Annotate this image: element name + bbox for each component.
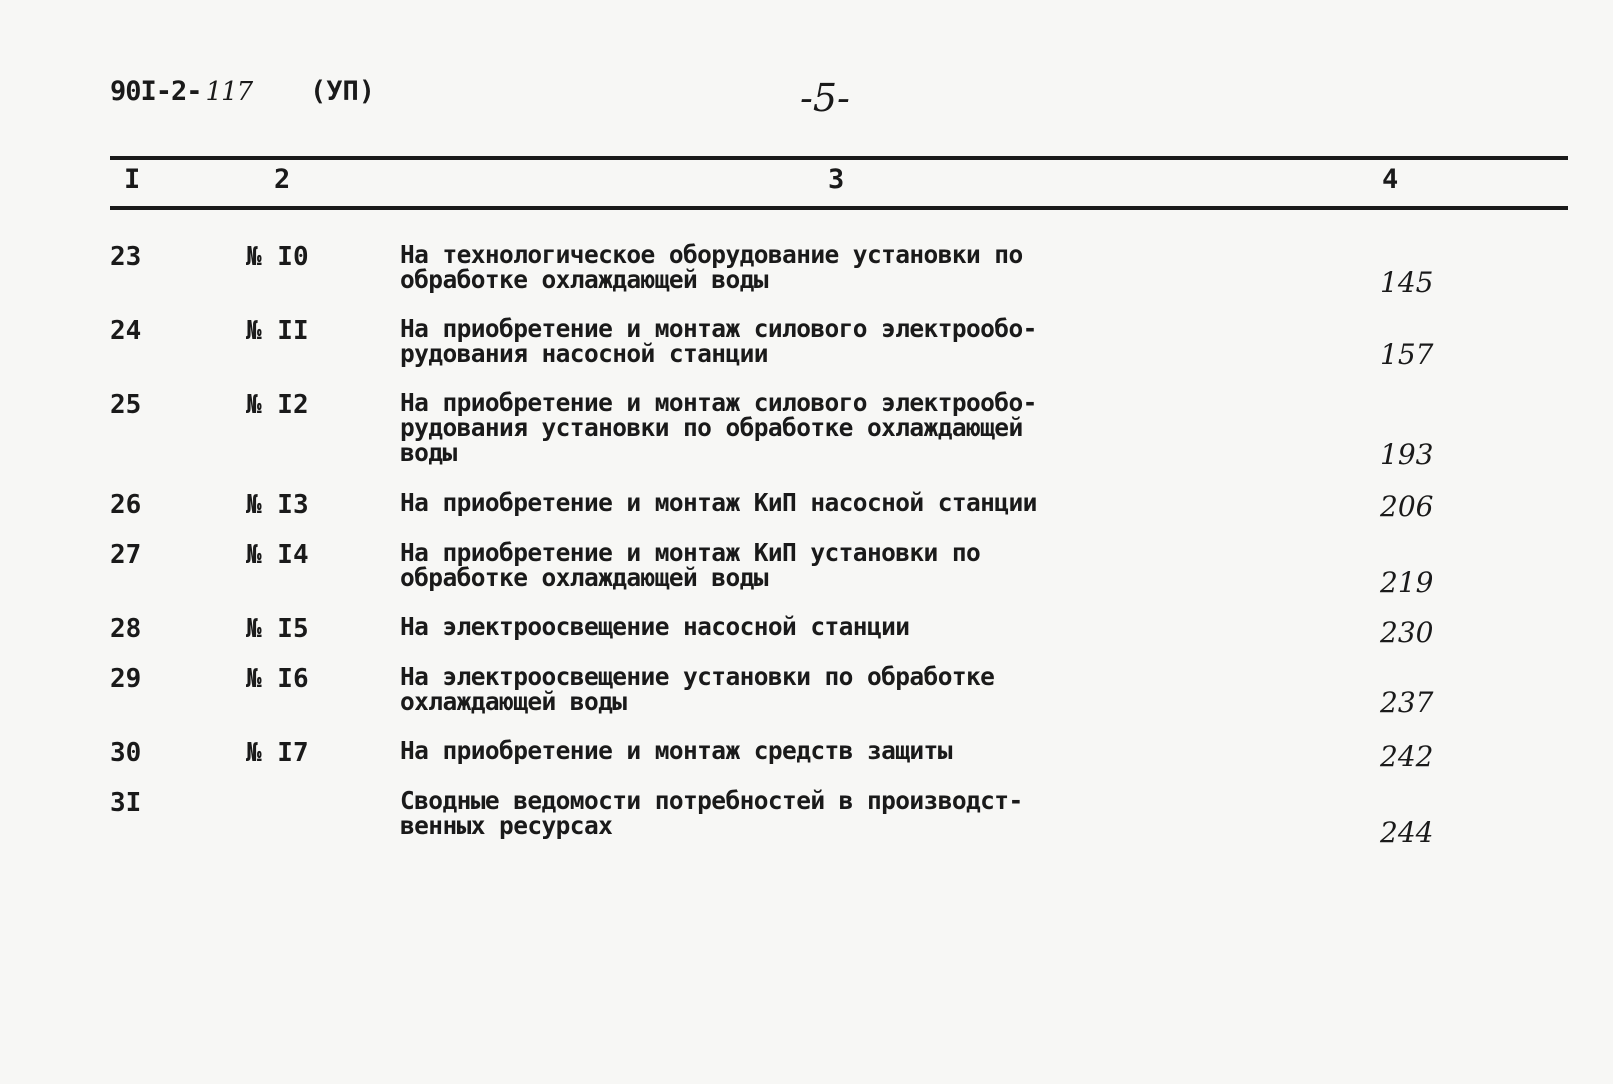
page-reference: 242: [1380, 740, 1434, 773]
table-top-rule: [110, 156, 1568, 160]
row-number: 23: [110, 242, 142, 272]
row-description: На приобретение и монтаж КиП установки по обработке охлаждающей воды: [400, 538, 981, 592]
page-reference: 244: [1380, 816, 1434, 849]
column-header-2: 2: [274, 164, 291, 195]
table-header-rule: [110, 206, 1568, 210]
page-reference: 219: [1380, 566, 1434, 599]
column-header-1: I: [124, 164, 141, 195]
document-suffix: (УП): [310, 76, 376, 107]
estimate-code: № I5: [246, 614, 309, 644]
document-code: [110, 76, 252, 107]
row-description: На электроосвещение установки по обработке охлаждающей воды: [400, 662, 995, 716]
row-number: 28: [110, 614, 142, 644]
page-reference: 145: [1380, 266, 1434, 299]
page-reference: 206: [1380, 490, 1434, 523]
row-number: 29: [110, 664, 142, 694]
document-code-handwritten: 117: [205, 77, 253, 107]
row-description: На приобретение и монтаж силового электрообо- рудования насосной станции: [400, 314, 1037, 368]
row-description: На технологическое оборудование установки по обработке охлаждающей воды: [400, 240, 1023, 294]
estimate-code: № II: [246, 316, 309, 346]
row-number: 26: [110, 490, 142, 520]
estimate-code: № I2: [246, 390, 309, 420]
row-number: 27: [110, 540, 142, 570]
estimate-code: № I6: [246, 664, 309, 694]
row-number: 24: [110, 316, 142, 346]
page-reference: 193: [1380, 438, 1434, 471]
row-description: На приобретение и монтаж КиП насосной станции: [400, 488, 1037, 517]
estimate-code: № I4: [246, 540, 309, 570]
page-reference: 237: [1380, 686, 1434, 719]
row-number: 3I: [110, 788, 142, 818]
row-description: На приобретение и монтаж средств защиты: [400, 736, 952, 765]
row-description: На электроосвещение насосной станции: [400, 612, 910, 641]
page-reference: 157: [1380, 338, 1434, 371]
column-header-3: 3: [828, 164, 845, 195]
page-reference: 230: [1380, 616, 1434, 649]
estimate-code: № I3: [246, 490, 309, 520]
estimate-code: № I0: [246, 242, 309, 272]
row-number: 25: [110, 390, 142, 420]
row-number: 30: [110, 738, 142, 768]
column-header-4: 4: [1382, 164, 1399, 195]
page-number: -5-: [800, 76, 850, 120]
row-description: На приобретение и монтаж силового электрообо- рудования установки по обработке охлаждающей воды: [400, 388, 1037, 467]
estimate-code: № I7: [246, 738, 309, 768]
row-description: Сводные ведомости потребностей в производст- венных ресурсах: [400, 786, 1023, 840]
document-code-printed: 90I-2-: [110, 76, 202, 107]
